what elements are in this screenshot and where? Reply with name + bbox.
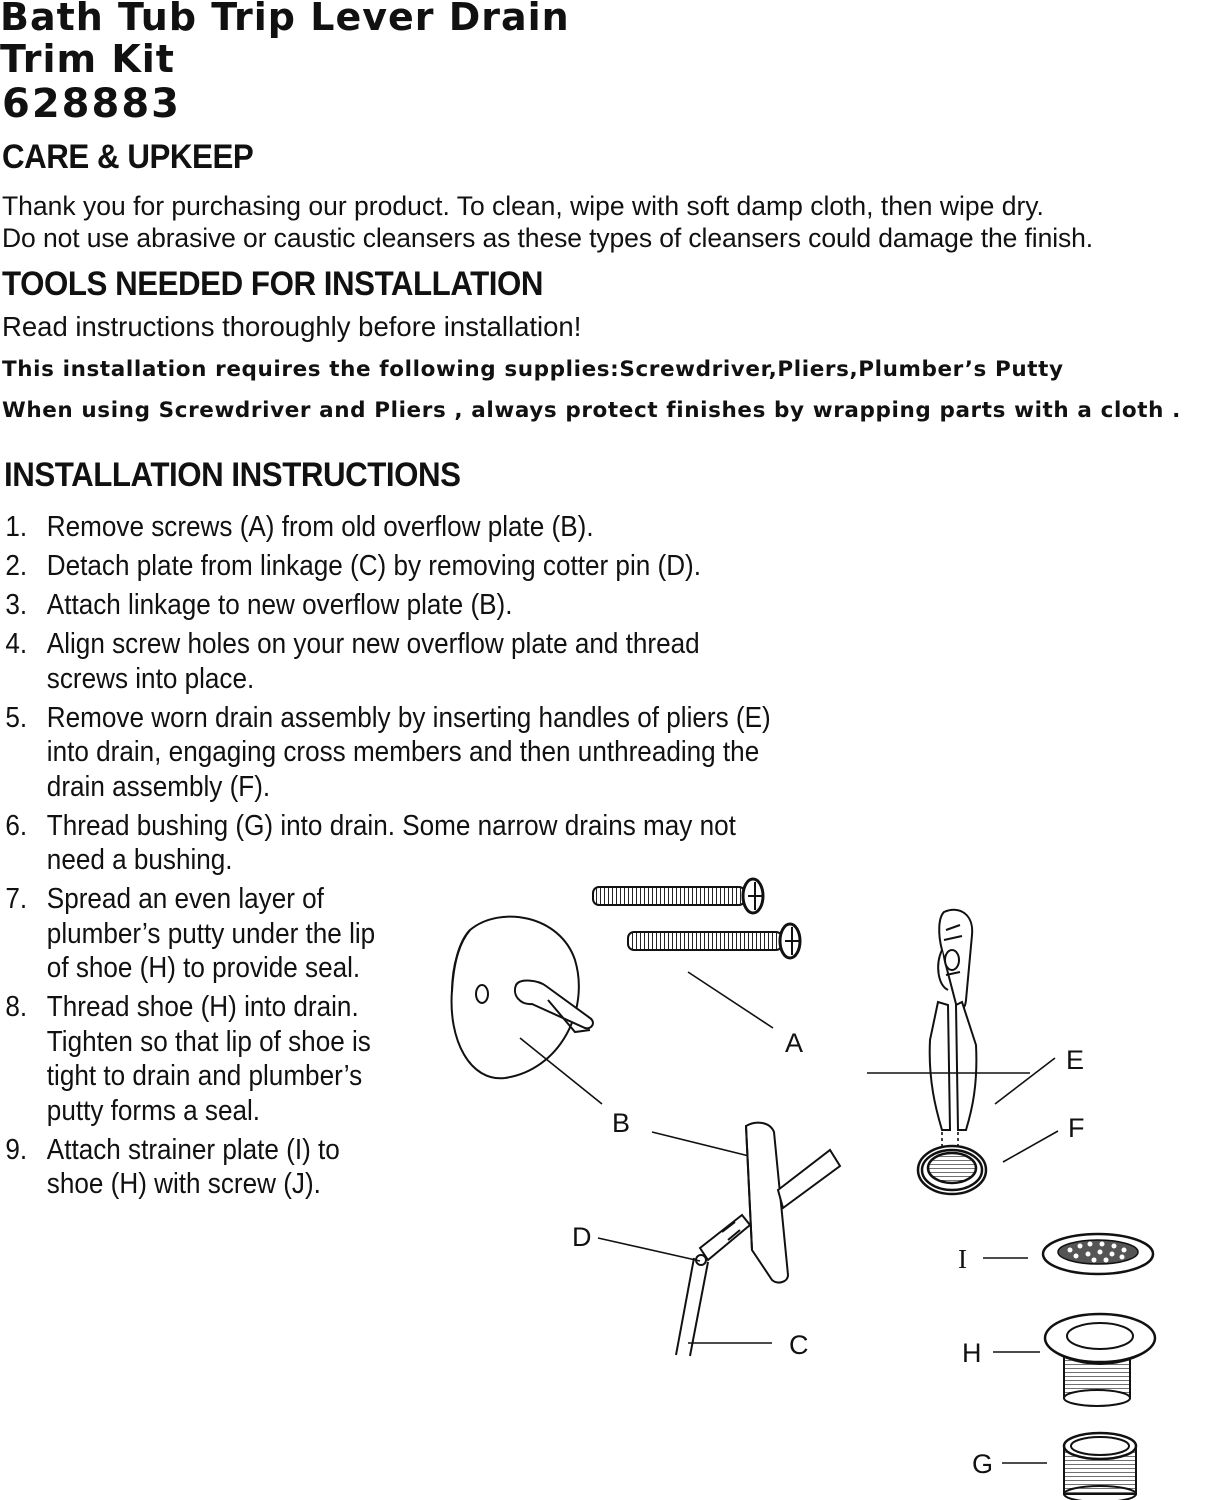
step-text: Thread shoe (H) into drain. Tighten so that lip of shoe is tight to drain and plumber’s putty forms a seal. — [46, 991, 371, 1127]
leader-line-b2 — [652, 1132, 753, 1157]
label-d: D — [572, 1222, 592, 1252]
step-number: 1. — [5, 511, 28, 543]
screw-a-upper — [593, 879, 763, 913]
step-number: 5. — [5, 701, 28, 734]
label-b: B — [612, 1108, 631, 1138]
step-number: 8. — [5, 991, 28, 1023]
protect-finish-line: When using Screwdriver and Pliers , always protect finishes by wrapping parts with a cloth . — [2, 398, 1181, 423]
step-text: Detach plate from linkage (C) by removing cotter pin (D). — [46, 550, 702, 582]
model-number: 628883 — [2, 81, 181, 127]
title-line-1: Bath Tub Trip Lever Drain — [0, 0, 570, 39]
label-a: A — [785, 1028, 804, 1058]
step-text: Remove worn drain assembly by inserting handles of pliers (E) into drain, engaging cross members and then unthreading the drain assembly (F). — [46, 701, 771, 803]
step-number: 2. — [5, 550, 28, 582]
step-number: 7. — [5, 883, 28, 915]
read-instructions-line: Read instructions thoroughly before installation! — [2, 311, 582, 342]
title-line-2: Trim Kit — [0, 37, 175, 81]
label-i: I — [958, 1244, 967, 1274]
care-heading: CARE & UPKEEP — [2, 138, 254, 176]
label-h: H — [962, 1338, 982, 1368]
step-number: 6. — [5, 809, 28, 842]
label-c: C — [789, 1330, 809, 1360]
step-text: Thread bushing (G) into drain. Some narrow drains may not need a bushing. — [46, 809, 736, 876]
pliers-e — [930, 910, 977, 1130]
step-text: Remove screws (A) from old overflow plate (B). — [46, 511, 594, 543]
trip-lever-linkage — [676, 1123, 840, 1356]
drain-assembly-f — [918, 1146, 986, 1194]
screw-a-lower — [628, 924, 800, 958]
leader-line-b — [520, 1038, 602, 1104]
leader-line-f — [1003, 1131, 1058, 1162]
step-number: 4. — [5, 628, 28, 660]
bushing-g — [1064, 1433, 1136, 1500]
step-number: 9. — [5, 1133, 28, 1166]
step-text: Attach strainer plate (I) to shoe (H) with screw (J). — [46, 1133, 340, 1200]
label-g: G — [972, 1449, 994, 1479]
leader-line-a — [688, 972, 773, 1028]
tools-heading: TOOLS NEEDED FOR INSTALLATION — [2, 265, 544, 303]
care-line-2: Do not use abrasive or caustic cleansers as these types of cleansers could damage the finish. — [2, 223, 1094, 253]
leader-line-e — [995, 1058, 1055, 1104]
step-text: Attach linkage to new overflow plate (B). — [46, 589, 513, 621]
overflow-plate-b — [452, 917, 593, 1079]
label-f: F — [1068, 1113, 1085, 1143]
leader-line-d — [598, 1238, 700, 1261]
strainer-plate-i — [1043, 1234, 1153, 1274]
care-line-1: Thank you for purchasing our product. To clean, wipe with soft damp cloth, then wipe dry. — [2, 191, 1044, 221]
label-e: E — [1066, 1045, 1085, 1075]
shoe-h — [1045, 1314, 1155, 1406]
supplies-line: This installation requires the following supplies:Screwdriver,Pliers,Plumber’s Putty — [2, 357, 1064, 382]
step-number: 3. — [5, 589, 28, 621]
install-heading: INSTALLATION INSTRUCTIONS — [4, 456, 461, 494]
step-text: Spread an even layer of plumber’s putty under the lip of shoe (H) to provide seal. — [46, 883, 376, 984]
step-text: Align screw holes on your new overflow plate and thread screws into place. — [46, 628, 700, 695]
